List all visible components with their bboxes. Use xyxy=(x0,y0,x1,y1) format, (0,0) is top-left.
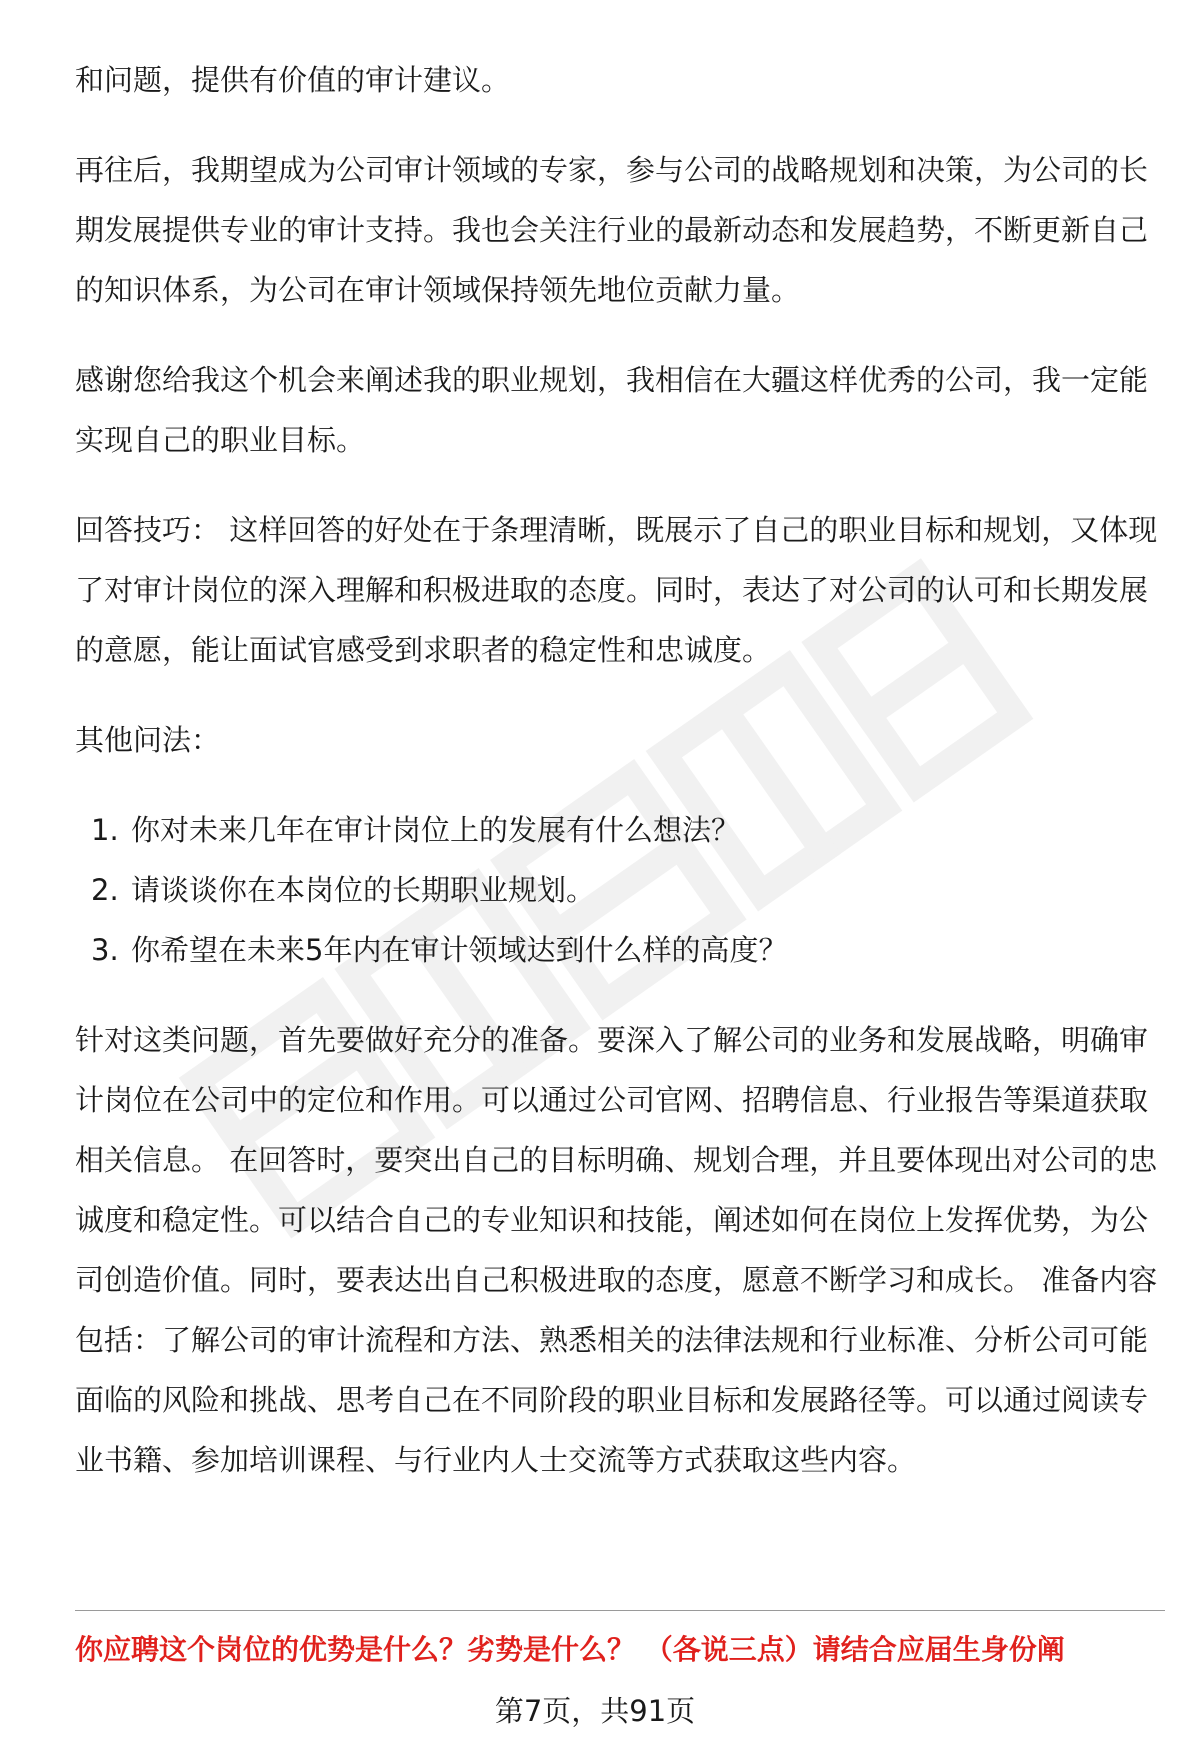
paragraph-future-plan: 再往后，我期望成为公司审计领域的专家，参与公司的战略规划和决策，为公司的长期发展提供专业的审计支持。我也会关注行业的最新动态和发展趋势，不断更新自己的知识体系，为公司在审计领域保持领先地位贡献力量。 xyxy=(75,153,1149,307)
paragraph-continuation: 和问题，提供有价值的审计建议。 xyxy=(75,63,511,97)
paragraph-preparation-advice: 针对这类问题，首先要做好充分的准备。要深入了解公司的业务和发展战略，明确审计岗位在公司中的定位和作用。可以通过公司官网、招聘信息、行业报告等渠道获取相关信息。 在回答时，要突出自己的目标明确、规划合理，并且要体现出对公司的忠诚度和稳定性。可以结合自己的专业知识和技能，阐述如何在岗位上发挥优势，为公司创造价值。同时，要表达出自己积极进取的态度，愿意不断学习和成长。 准备内容包括：了解公司的审计流程和方法、熟悉相关的法律法规和行业标准、分析公司可能面临的风险和挑战、思考自己在不同阶段的职业目标和发展路径等。可以通过阅读专业书籍、参加培训课程、与行业内人士交流等方式获取这些内容。 xyxy=(75,1023,1158,1477)
list-item xyxy=(75,860,1165,920)
section-divider xyxy=(75,1610,1165,1611)
list-number: 3. xyxy=(91,933,119,967)
other-asks-list xyxy=(75,800,1165,980)
next-question-heading: 你应聘这个岗位的优势是什么？劣势是什么？ （各说三点）请结合应届生身份阐 xyxy=(75,1633,1065,1666)
document-body xyxy=(75,50,1165,1490)
paragraph-thanks: 感谢您给我这个机会来阐述我的职业规划，我相信在大疆这样优秀的公司，我一定能实现自己的职业目标。 xyxy=(75,363,1149,457)
page-number: 第7页，共91页 xyxy=(494,1694,696,1728)
list-text: 你希望在未来5年内在审计领域达到什么样的高度？ xyxy=(131,933,788,967)
list-text: 请谈谈你在本岗位的长期职业规划。 xyxy=(131,873,596,907)
list-number: 1. xyxy=(91,813,119,847)
paragraph-answer-tips: 回答技巧： 这样回答的好处在于条理清晰，既展示了自己的职业目标和规划，又体现了对审计岗位的深入理解和积极进取的态度。同时，表达了对公司的认可和长期发展的意愿，能让面试官感受到求职者的稳定性和忠诚度。 xyxy=(75,513,1158,667)
list-text: 你对未来几年在审计岗位上的发展有什么想法？ xyxy=(131,813,741,847)
other-asks-heading: 其他问法： xyxy=(75,723,221,757)
list-item xyxy=(75,800,1165,860)
list-item xyxy=(75,920,1165,980)
list-number: 2. xyxy=(91,873,119,907)
